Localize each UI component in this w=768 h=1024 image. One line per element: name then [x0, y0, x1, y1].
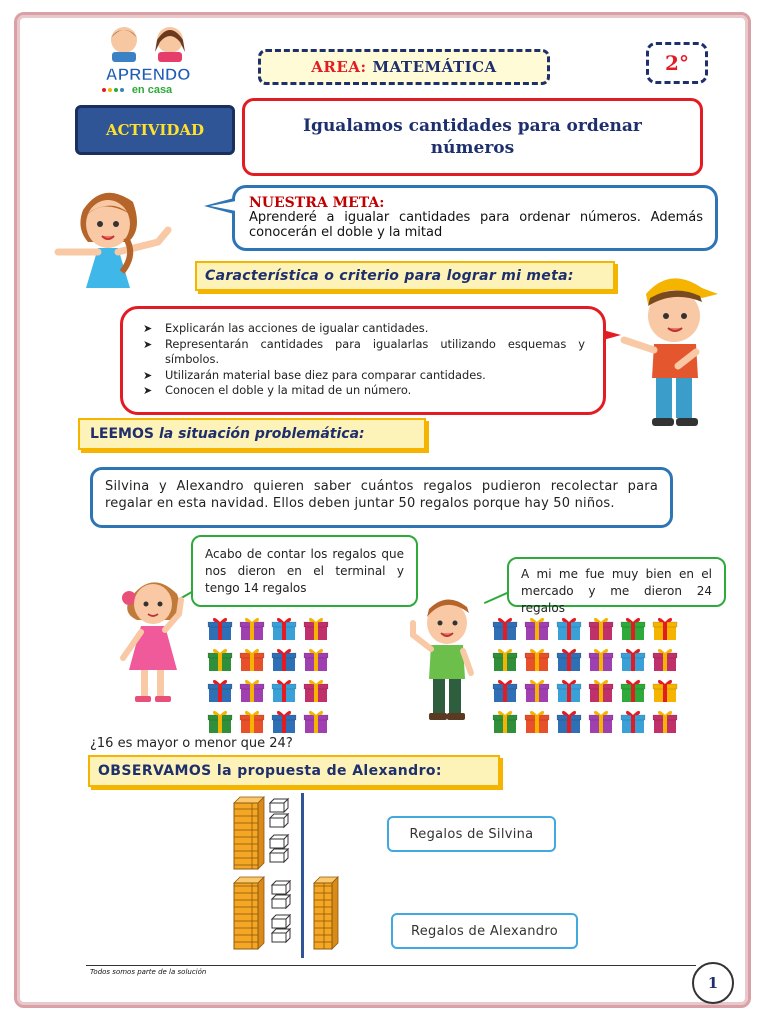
- gift-icon: [492, 677, 518, 703]
- footer-divider: [86, 965, 696, 966]
- girl-pointing-illustration: [48, 180, 188, 290]
- gift-icon: [271, 615, 297, 641]
- gift-icon: [524, 646, 550, 672]
- grade-badge: 2°: [646, 42, 708, 84]
- gift-icon: [207, 708, 233, 734]
- goal-text: Aprenderé a igualar cantidades para ordenar números. Además conocerán el doble y la mitad: [249, 210, 703, 240]
- gift-icon: [556, 708, 582, 734]
- criteria-item: ➤ Conocen el doble y la mitad de un número.: [165, 383, 585, 399]
- logo-title: APRENDO: [105, 65, 191, 84]
- criteria-item: ➤ Representarán cantidades para igualarlas utilizando esquemas y símbolos.: [165, 337, 585, 368]
- boy-with-cap-illustration: [618, 270, 722, 430]
- area-label: [258, 49, 550, 85]
- alexandro-unit-cubes: [272, 881, 290, 942]
- gift-icon: [271, 677, 297, 703]
- base-ten-blocks-diagram: [228, 795, 348, 960]
- footer-text: Todos somos parte de la solución: [90, 968, 207, 976]
- gift-icon: [556, 646, 582, 672]
- gift-icon: [271, 646, 297, 672]
- criteria-heading: Característica o criterio para lograr mi meta:: [195, 261, 615, 291]
- alexandro-ten-rod-1: [234, 877, 264, 949]
- area-value: MATEMÁTICA: [372, 58, 497, 76]
- gift-icon: [620, 615, 646, 641]
- area-key: AREA:: [311, 58, 367, 76]
- gift-icon: [492, 708, 518, 734]
- goal-bubble-tail-inner: [210, 201, 236, 211]
- silvina-speech-bubble: Acabo de contar los regalos que nos dieron en el terminal y tengo 14 regalos: [191, 535, 418, 607]
- goal-box: [232, 185, 718, 251]
- gift-icon: [524, 708, 550, 734]
- observe-heading: OBSERVAMOS la propuesta de Alexandro:: [88, 755, 500, 787]
- gift-icon: [303, 677, 329, 703]
- gift-icon: [588, 708, 614, 734]
- alexandro-speech-bubble: A mi me fue muy bien en el mercado y me dieron 24 regalos: [507, 557, 726, 607]
- gift-icon: [620, 646, 646, 672]
- gift-icon: [588, 677, 614, 703]
- gift-icon: [207, 677, 233, 703]
- reading-heading-bold: LEEMOS: [90, 426, 154, 442]
- silvina-girl-illustration: [115, 570, 195, 705]
- gift-icon: [492, 615, 518, 641]
- gift-icon: [524, 615, 550, 641]
- activity-title: Igualamos cantidades para ordenar números: [242, 98, 703, 176]
- silvina-gifts-label: Regalos de Silvina: [387, 816, 556, 852]
- criteria-item: ➤ Utilizarán material base diez para comparar cantidades.: [165, 368, 585, 384]
- gift-icon: [239, 615, 265, 641]
- criteria-list: [165, 321, 585, 399]
- gift-icon: [303, 615, 329, 641]
- silvina-ten-rod: [234, 797, 264, 869]
- page-number: 1: [692, 962, 734, 1004]
- gift-icon: [620, 677, 646, 703]
- gift-icon: [588, 615, 614, 641]
- goal-heading: NUESTRA META:: [249, 195, 385, 211]
- gift-icon: [207, 646, 233, 672]
- situation-box: Silvina y Alexandro quieren saber cuántos regalos pudieron recolectar para regalar en esta navidad. Ellos deben juntar 50 regalos porque hay 50 niños.: [90, 467, 673, 528]
- aprendo-en-casa-logo: [92, 22, 204, 98]
- alexandro-gifts-label: Regalos de Alexandro: [391, 913, 578, 949]
- gift-icon: [556, 615, 582, 641]
- gift-icon: [652, 677, 678, 703]
- silvina-gifts: [207, 615, 335, 738]
- gift-icon: [239, 677, 265, 703]
- logo-subtitle: en casa: [131, 84, 173, 96]
- gift-icon: [588, 646, 614, 672]
- criteria-box: [120, 306, 606, 415]
- comparison-question: ¿16 es mayor o menor que 24?: [90, 736, 293, 751]
- gift-icon: [271, 708, 297, 734]
- alexandro-boy-illustration: [405, 595, 485, 723]
- reading-heading: [78, 418, 426, 450]
- alexandro-ten-rod-2: [314, 877, 338, 949]
- gift-icon: [652, 615, 678, 641]
- blocks-divider: [301, 793, 304, 958]
- gift-icon: [239, 646, 265, 672]
- reading-heading-rest: la situación problemática:: [158, 426, 365, 442]
- gift-icon: [556, 677, 582, 703]
- alexandro-gifts: [492, 615, 684, 738]
- gift-icon: [492, 646, 518, 672]
- gift-icon: [652, 646, 678, 672]
- gift-icon: [524, 677, 550, 703]
- silvina-unit-cubes: [270, 799, 288, 862]
- gift-icon: [303, 708, 329, 734]
- gift-icon: [303, 646, 329, 672]
- activity-label: ACTIVIDAD: [75, 105, 235, 155]
- gift-icon: [652, 708, 678, 734]
- criteria-item: ➤ Explicarán las acciones de igualar cantidades.: [165, 321, 585, 337]
- gift-icon: [207, 615, 233, 641]
- gift-icon: [620, 708, 646, 734]
- gift-icon: [239, 708, 265, 734]
